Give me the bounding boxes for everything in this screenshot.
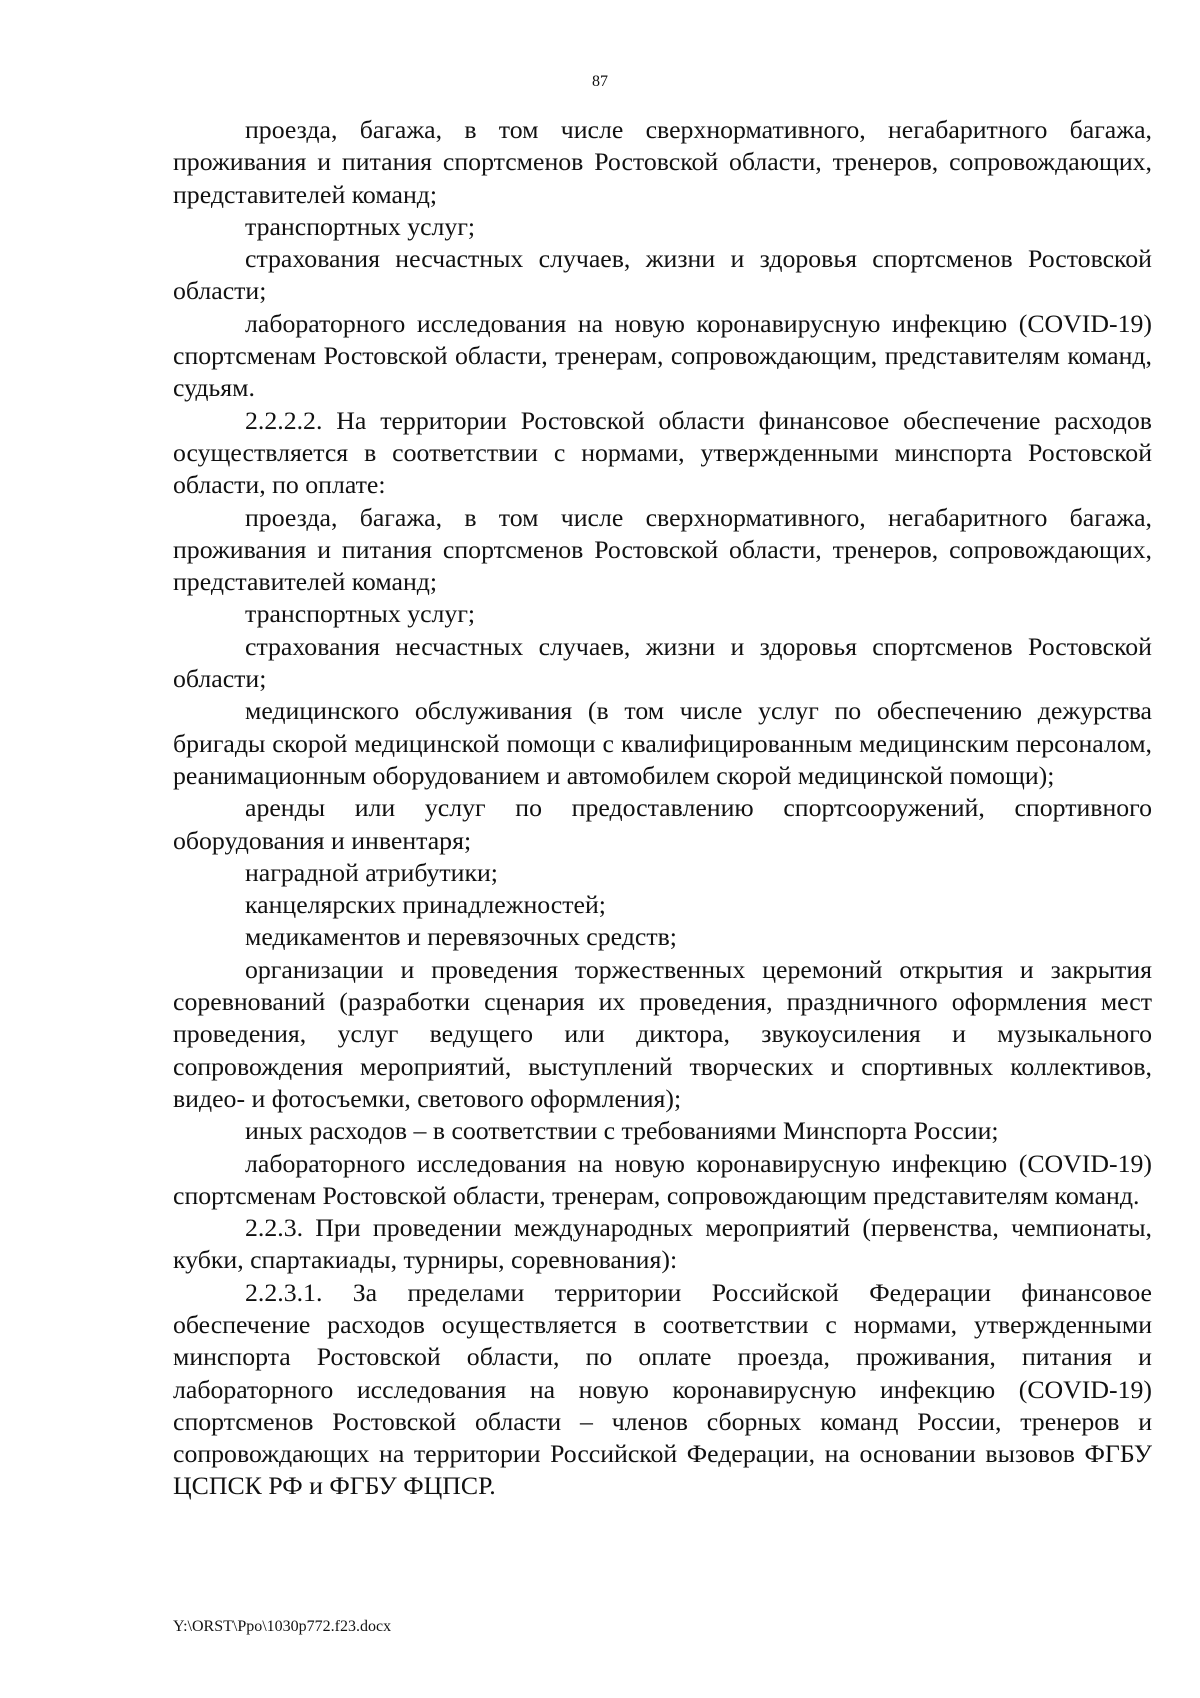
paragraph-other-expenses: иных расходов – в соответствии с требованиями Минспорта России; [245,1116,999,1146]
paragraph-insurance: страхования несчастных случаев, жизни и здоровья спортсменов Ростовской области; [173,244,1152,306]
paragraph-travel-baggage: проезда, багажа, в том числе сверхнормативного, негабаритного багажа, проживания и питания спортсменов Ростовской области, тренеров, сопровождающих, представителей команд; [173,115,1152,209]
paragraph-section-2-2-2-2: 2.2.2.2. На территории Ростовской области финансовое обеспечение расходов осуществляется в соответствии с нормами, утвержденными минспорта Ростовской области, по оплате: [173,405,1152,500]
paragraph-medical-supplies: медикаментов и перевязочных средств; [245,922,677,952]
paragraph-insurance: страхования несчастных случаев, жизни и здоровья спортсменов Ростовской области; [173,631,1152,694]
file-path-footer: Y:\ORST\Ppo\1030p772.f23.docx [173,1618,392,1635]
paragraph-facility-rental: аренды или услуг по предоставлению спортсооружений, спортивного оборудования и инвентаря; [173,793,1152,855]
paragraph-transport-services: транспортных услуг; [245,599,476,629]
paragraph-award-items: наградной атрибутики; [245,857,498,887]
document-body [173,114,1152,1503]
paragraph-section-2-2-3-1: 2.2.3.1. За пределами территории Российской Федерации финансовое обеспечение расходов осуществляется в соответствии с нормами, утвержденными минспорта Ростовской области, по оплате проезда, проживания, питания и лабораторного исследования на новую коронавирусную инфекцию (COVID-19) спортсменов Ростовской области – членов сборных команд России, тренеров и сопровождающих на территории Российской Федерации, на основании вызовов ФГБУ ЦСПСК РФ и ФГБУ ФЦПСР. [173,1277,1152,1501]
paragraph-stationery: канцелярских принадлежностей; [245,890,606,920]
paragraph-covid-testing: лабораторного исследования на новую коронавирусную инфекцию (COVID-19) спортсменам Ростовской области, тренерам, сопровождающим, представителям команд, судьям. [173,308,1152,403]
paragraph-travel-baggage: проезда, багажа, в том числе сверхнормативного, негабаритного багажа, проживания и питания спортсменов Ростовской области, тренеров, сопровождающих, представителей команд; [173,502,1152,597]
paragraph-covid-testing: лабораторного исследования на новую коронавирусную инфекцию (COVID-19) спортсменам Ростовской области, тренерам, сопровождающим представителям команд. [173,1148,1152,1210]
paragraph-ceremonies: организации и проведения торжественных церемоний открытия и закрытия соревнований (разработки сценария их проведения, праздничного оформления мест проведения, услуг ведущего или диктора, звукоусиления и музыкального сопровождения мероприятий, выступлений творческих и спортивных коллективов, видео- и фотосъемки, светового оформления); [173,954,1152,1113]
paragraph-section-2-2-3: 2.2.3. При проведении международных мероприятий (первенства, чемпионаты, кубки, спартакиады, турниры, соревнования): [173,1213,1152,1275]
page-number: 87 [592,73,608,90]
paragraph-transport-services: транспортных услуг; [245,211,476,241]
paragraph-medical-service: медицинского обслуживания (в том числе услуг по обеспечению дежурства бригады скорой медицинской помощи с квалифицированным медицинским персоналом, реанимационным оборудованием и автомобилем скорой медицинской помощи); [173,696,1152,790]
